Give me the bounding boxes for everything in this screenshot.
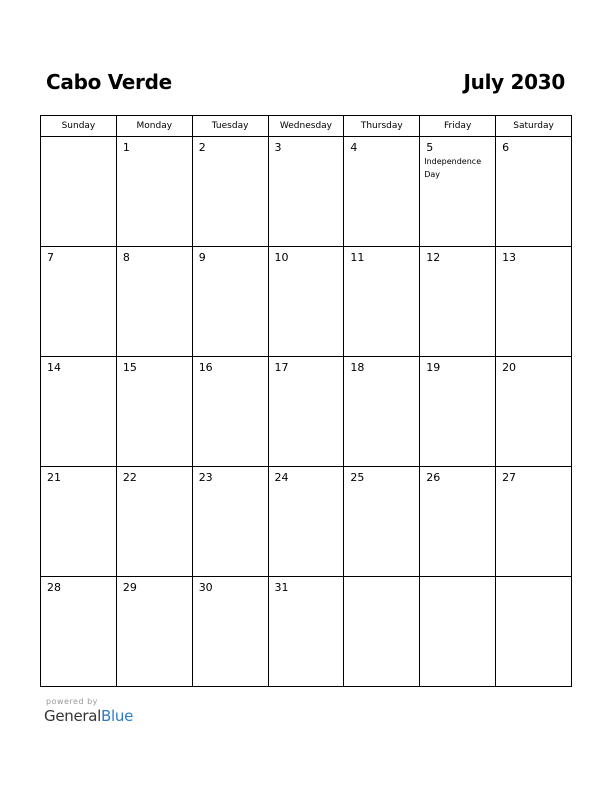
day-cell: [268, 247, 344, 357]
day-cell: [268, 467, 344, 577]
day-number: 21: [47, 471, 61, 484]
day-number: 12: [426, 251, 441, 264]
day-cell: [420, 137, 496, 247]
day-cell: [116, 247, 192, 357]
day-cell: [116, 137, 192, 247]
day-number: 27: [502, 471, 517, 484]
day-cell: [41, 467, 117, 577]
day-cell: [41, 357, 117, 467]
weekday-wednesday: Wednesday: [268, 116, 344, 137]
day-number: 11: [350, 251, 365, 264]
day-number: 2: [198, 141, 206, 154]
day-cell: [496, 357, 572, 467]
day-cell: [344, 137, 420, 247]
week-row: [41, 137, 572, 247]
day-number: 23: [198, 471, 213, 484]
day-number: 24: [274, 471, 289, 484]
day-number: 14: [47, 361, 61, 374]
powered-by-text: powered by: [46, 697, 98, 706]
week-row: [41, 247, 572, 357]
day-cell: [41, 247, 117, 357]
day-number: 22: [122, 471, 137, 484]
brand-blue-text: Blue: [101, 707, 134, 725]
brand-general-text: General: [44, 707, 102, 725]
day-number: 20: [502, 361, 517, 374]
weekday-thursday: Thursday: [344, 116, 420, 137]
day-cell: [41, 137, 117, 247]
weekday-friday: Friday: [420, 116, 496, 137]
day-cell: [192, 137, 268, 247]
day-number: 28: [47, 581, 61, 594]
day-cell: [496, 137, 572, 247]
day-number: 6: [502, 141, 510, 154]
day-cell: [420, 247, 496, 357]
day-cell: [116, 577, 192, 687]
day-cell: [420, 577, 496, 687]
day-number: 8: [122, 251, 130, 264]
weekday-tuesday: Tuesday: [192, 116, 268, 137]
day-number: 29: [122, 581, 137, 594]
weekday-saturday: Saturday: [496, 116, 572, 137]
day-number: 16: [198, 361, 213, 374]
month-year-title: July 2030: [463, 70, 565, 94]
footer-branding: [44, 697, 133, 725]
day-cell: [116, 467, 192, 577]
day-number: 17: [274, 361, 289, 374]
day-cell: [116, 357, 192, 467]
day-cell: [420, 357, 496, 467]
day-number: 15: [122, 361, 137, 374]
day-cell: [344, 467, 420, 577]
holiday-label: Independence Day: [424, 157, 482, 179]
weekday-sunday: Sunday: [41, 116, 117, 137]
weekday-monday: Monday: [116, 116, 192, 137]
day-cell: [268, 137, 344, 247]
week-row: [41, 357, 572, 467]
week-row: [41, 467, 572, 577]
day-number: 18: [350, 361, 365, 374]
day-cell: [344, 247, 420, 357]
day-cell: [192, 247, 268, 357]
calendar-grid: [40, 115, 572, 687]
day-cell: [192, 577, 268, 687]
day-number: 3: [274, 141, 282, 154]
day-cell: [268, 357, 344, 467]
day-cell: [268, 577, 344, 687]
day-cell: [344, 577, 420, 687]
day-number: 10: [274, 251, 289, 264]
day-cell: [420, 467, 496, 577]
day-number: 9: [198, 251, 206, 264]
day-number: 31: [274, 581, 289, 594]
generalblue-logo[interactable]: [44, 707, 133, 725]
day-cell: [41, 577, 117, 687]
day-number: 7: [47, 251, 54, 264]
day-number: 4: [350, 141, 358, 154]
weekday-header-row: [41, 116, 572, 137]
day-number: 19: [426, 361, 441, 374]
day-number: 5: [426, 141, 434, 154]
day-number: 25: [350, 471, 365, 484]
day-number: 30: [198, 581, 213, 594]
country-title: Cabo Verde: [46, 70, 172, 94]
day-number: 26: [426, 471, 441, 484]
day-number: 13: [502, 251, 517, 264]
week-row: [41, 577, 572, 687]
day-cell: [192, 357, 268, 467]
day-cell: [496, 577, 572, 687]
day-cell: [496, 467, 572, 577]
day-cell: [192, 467, 268, 577]
day-number: 1: [122, 141, 130, 154]
day-cell: [344, 357, 420, 467]
day-cell: [496, 247, 572, 357]
